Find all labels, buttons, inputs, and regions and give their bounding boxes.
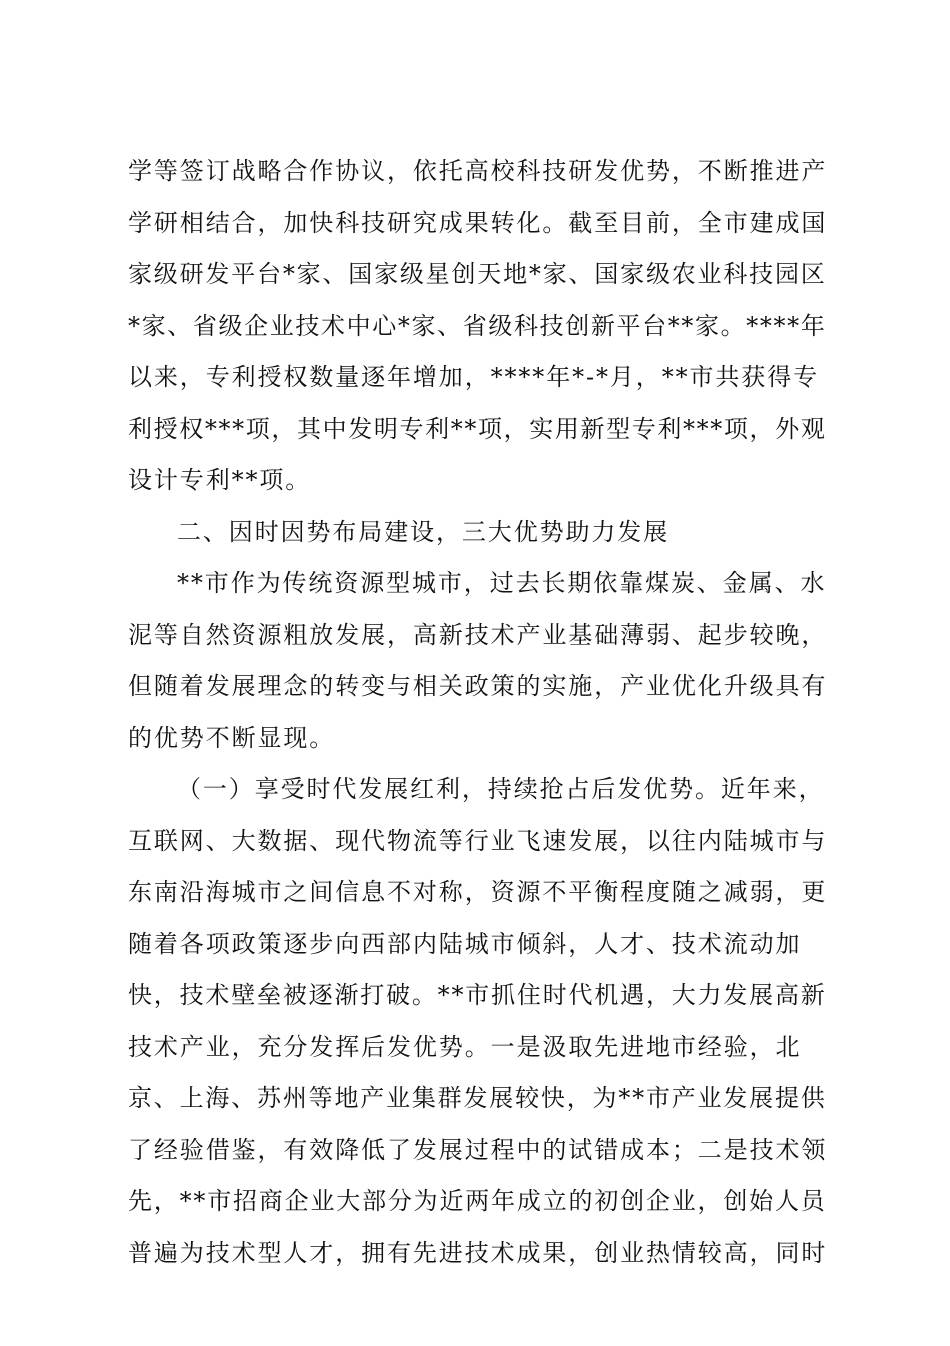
text-line: 了经验借鉴，有效降低了发展过程中的试错成本；二是技术领: [128, 1135, 828, 1164]
text-line: 技术产业，充分发挥后发优势。一是汲取先进地市经验，北: [128, 1032, 802, 1061]
paragraph-patents: [128, 146, 828, 507]
paragraph-intro: [128, 558, 828, 764]
text-line: 设计专利**项。: [128, 466, 312, 494]
text-line: **市作为传统资源型城市，过去长期依靠煤炭、金属、水: [177, 569, 827, 597]
text-line: 京、上海、苏州等地产业集群发展较快，为**市产业发展提供: [128, 1084, 827, 1112]
text-line: 先，**市招商企业大部分为近两年成立的初创企业，创始人员: [128, 1187, 827, 1215]
text-line: 以来，专利授权数量逐年增加，****年*-*月，**市共获得专: [128, 363, 820, 391]
text-line: 家级研发平台*家、国家级星创天地*家、国家级农业科技园区: [128, 260, 827, 288]
heading-line: 二、因时因势布局建设，三大优势助力发展: [177, 517, 670, 546]
text-line: 利授权***项，其中发明专利**项，实用新型专利***项，外观: [128, 414, 827, 443]
text-line: 随着各项政策逐步向西部内陆城市倾斜，人才、技术流动加: [128, 929, 802, 958]
text-line: （一）享受时代发展红利，持续抢占后发优势。近年来，: [177, 775, 825, 803]
paragraph-advantage-one: [128, 764, 828, 1279]
text-line: *家、省级企业技术中心*家、省级科技创新平台**家。****年: [128, 311, 827, 340]
text-line: 东南沿海城市之间信息不对称，资源不平衡程度随之减弱，更: [128, 878, 828, 906]
document-body: [128, 146, 828, 1279]
section-heading: [128, 507, 828, 559]
text-line: 普遍为技术型人才，拥有先进技术成果，创业热情较高，同时: [128, 1238, 828, 1267]
text-line: 的优势不断显现。: [128, 723, 336, 752]
text-line: 泥等自然资源粗放发展，高新技术产业基础薄弱、起步较晚，: [128, 620, 828, 649]
text-line: 但随着发展理念的转变与相关政策的实施，产业优化升级具有: [128, 672, 828, 700]
text-line: 互联网、大数据、现代物流等行业飞速发展，以往内陆城市与: [128, 826, 828, 855]
text-line: 快，技术壁垒被逐渐打破。**市抓住时代机遇，大力发展高新: [128, 981, 827, 1009]
text-line: 学等签订战略合作协议，依托高校科技研发优势，不断推进产: [128, 157, 828, 185]
text-line: 学研相结合，加快科技研究成果转化。截至目前，全市建成国: [128, 208, 828, 237]
